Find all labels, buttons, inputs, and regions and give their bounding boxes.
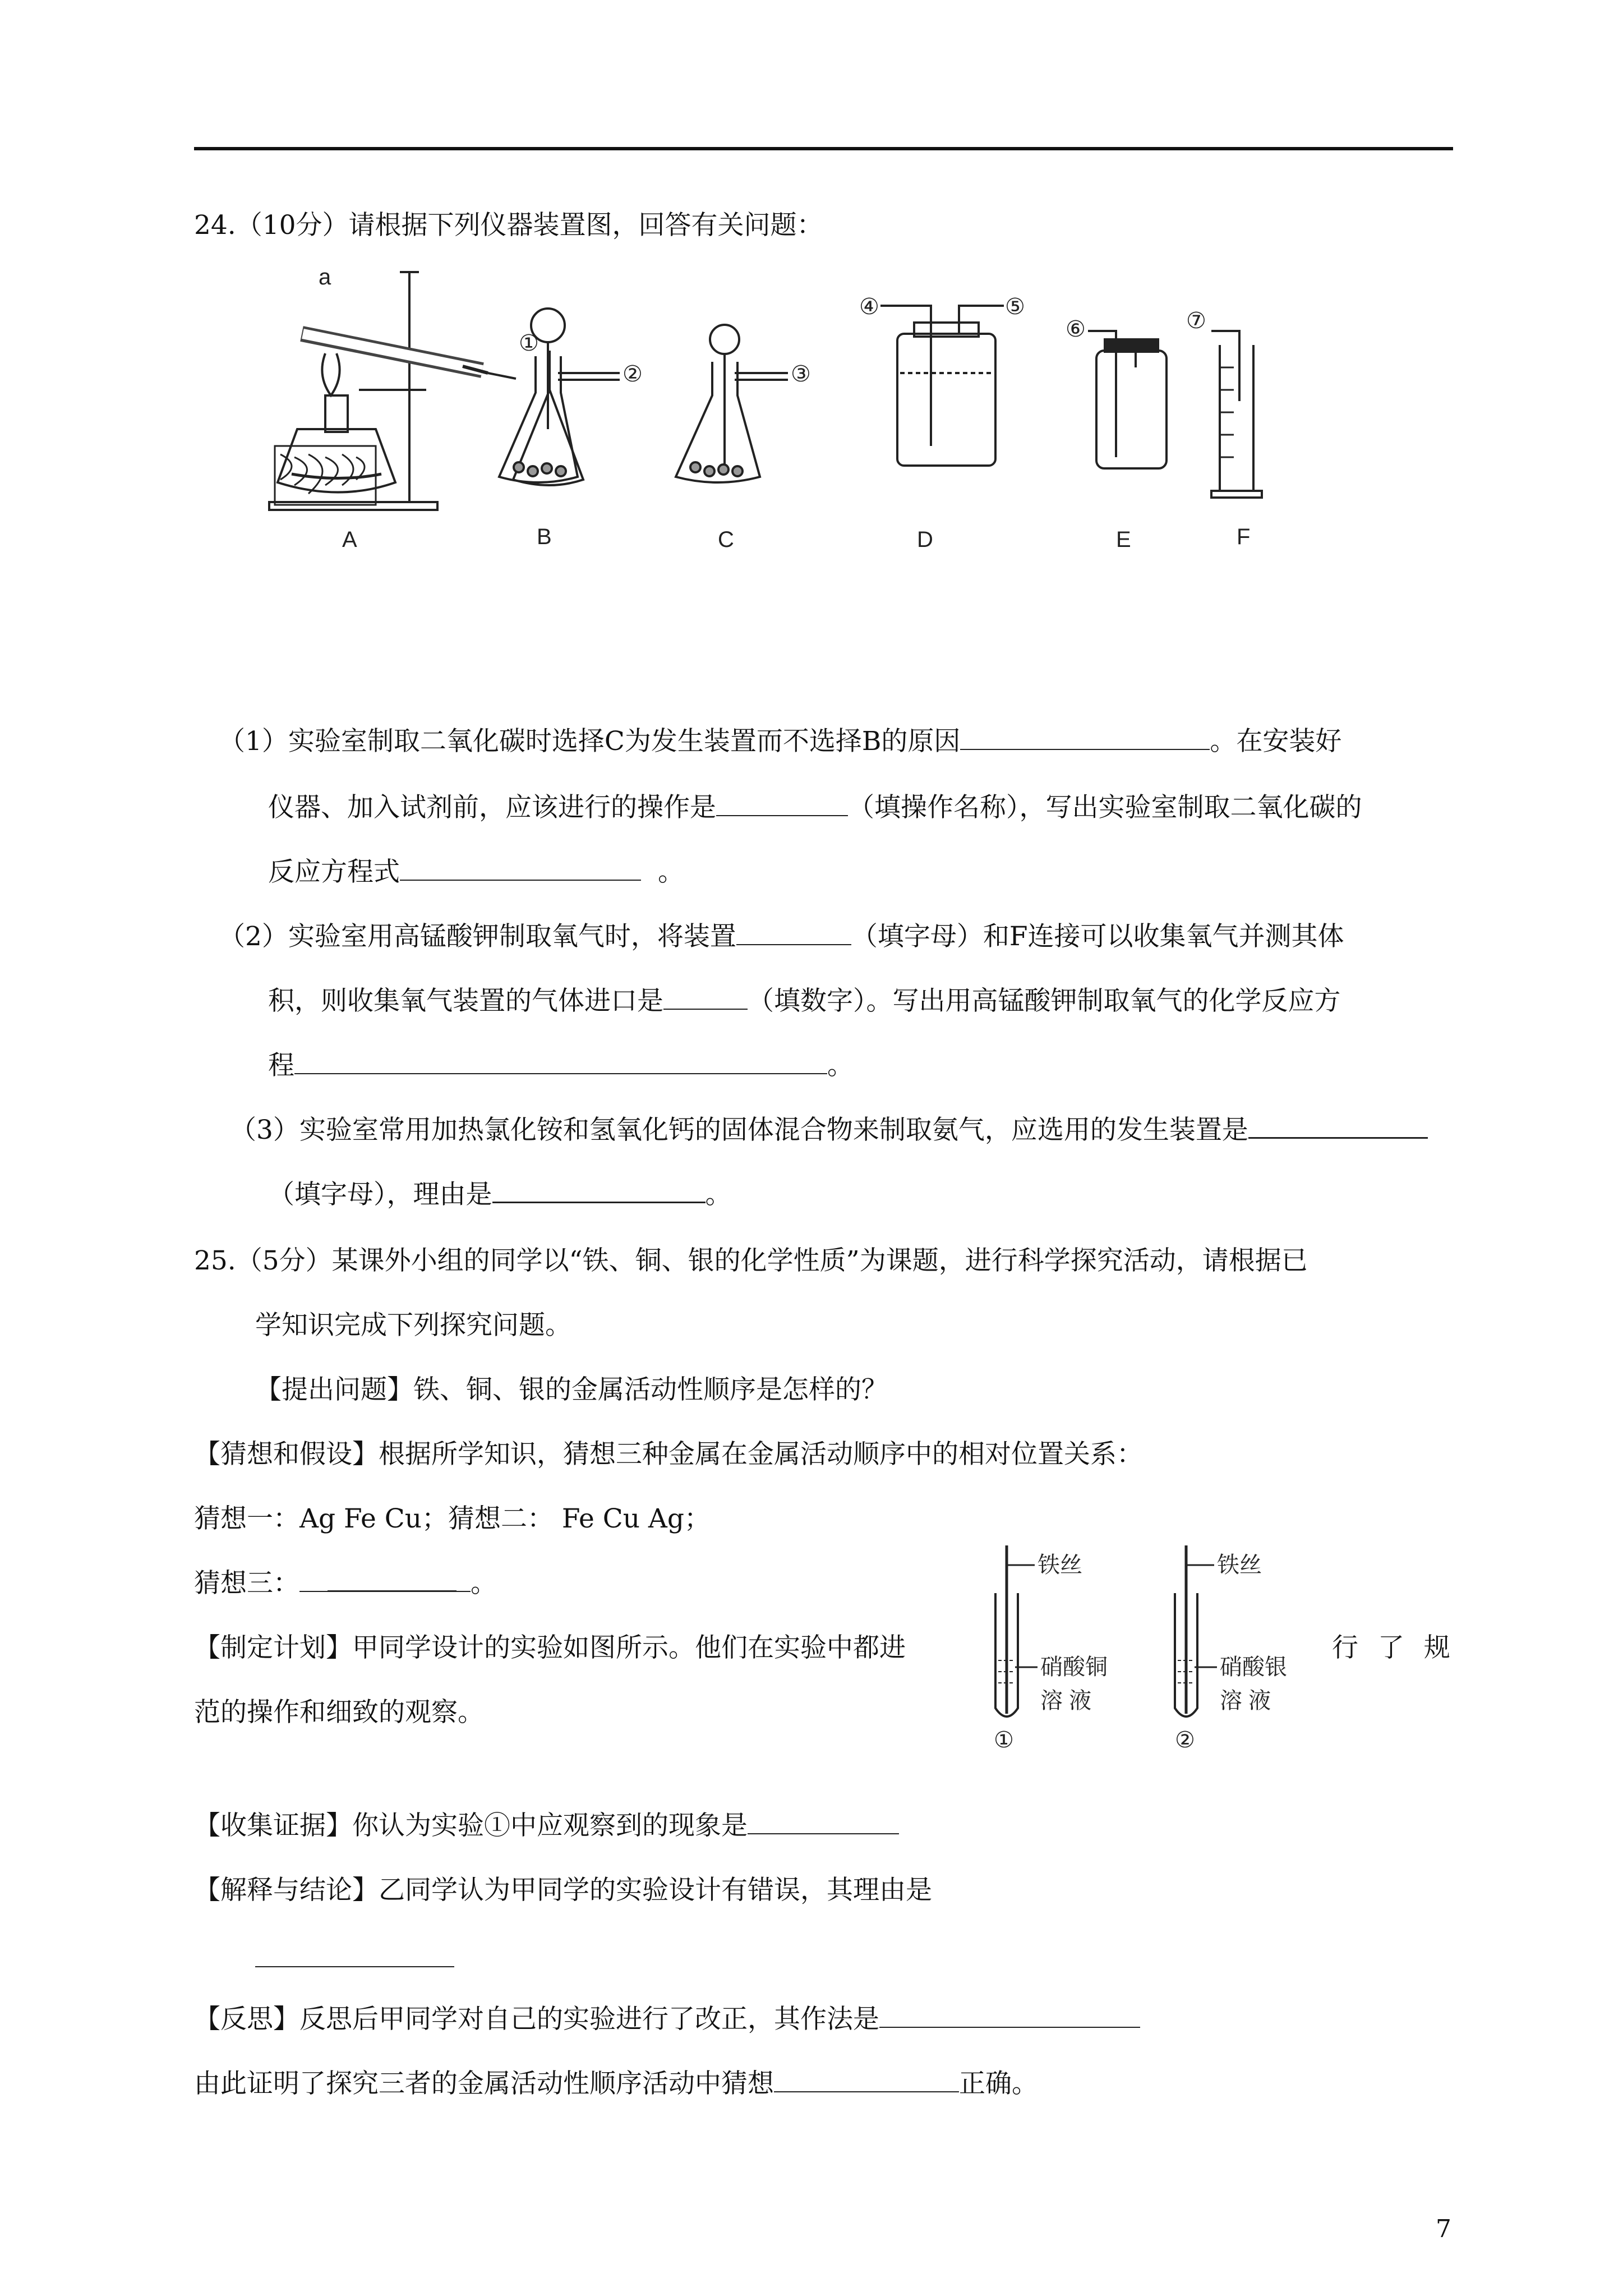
q25-line2: 学知识完成下列探究问题。 xyxy=(255,1310,571,1341)
q24-p2-line3: 程 。 xyxy=(268,1050,854,1081)
q24-p3-line1: （3）实验室常用加热氯化铵和氢氧化钙的固体混合物来制取氨气，应选用的发生装置是 xyxy=(230,1114,1428,1147)
mark-3: ③ xyxy=(791,362,811,386)
mark-5: ⑤ xyxy=(1005,295,1025,319)
q25-guess3: 猜想三： 。 xyxy=(194,1568,497,1599)
q25-conclude: 由此证明了探究三者的金属活动性顺序活动中猜想 正确。 xyxy=(194,2068,1038,2099)
solution-label-2: 硝酸银 xyxy=(1220,1655,1287,1680)
q25-plan-b: 行 了 规 xyxy=(1332,1632,1450,1663)
tube-number-1: ① xyxy=(994,1728,1014,1752)
page-number: 7 xyxy=(1436,2215,1451,2243)
solution-suffix-2: 溶 液 xyxy=(1220,1688,1271,1713)
stand-base xyxy=(269,502,437,510)
q25-plan-a: 【制定计划】甲同学设计的实验如图所示。他们在实验中都进 xyxy=(194,1632,906,1663)
q24-p1-line1: （1）实验室制取二氧化碳时选择C为发生装置而不选择B的原因 。在安装好 xyxy=(219,726,1342,757)
mark-2: ② xyxy=(623,362,643,386)
q25-explain: 【解释与结论】乙同学认为甲同学的实验设计有错误，其理由是 xyxy=(194,1875,932,1906)
q25-plan-c: 范的操作和细致的观察。 xyxy=(194,1697,484,1728)
q24-p1-line2: 仪器、加入试剂前，应该进行的操作是 （填操作名称），写出实验室制取二氧化碳的 xyxy=(268,792,1362,823)
label-F: F xyxy=(1237,524,1251,549)
q25-guess12: 猜想一：Ag Fe Cu；猜想二： Fe Cu Ag； xyxy=(194,1503,711,1534)
mark-7: ⑦ xyxy=(1186,309,1206,333)
q24-p2-line1: （2）实验室用高锰酸钾制取氧气时，将装置 （填字母）和F连接可以收集氧气并测其体 xyxy=(219,921,1344,952)
q24-title: 24.（10分）请根据下列仪器装置图，回答有关问题： xyxy=(194,210,823,241)
q25-reflect: 【反思】反思后甲同学对自己的实验进行了改正，其作法是 xyxy=(194,2003,1140,2036)
label-D: D xyxy=(917,527,933,552)
label-a: a xyxy=(319,265,331,289)
mark-6: ⑥ xyxy=(1066,317,1086,342)
q24-p1-line3: 反应方程式 。 xyxy=(268,857,684,887)
mark-1: ① xyxy=(519,331,539,356)
wire-label-1: 铁丝 xyxy=(1038,1553,1082,1577)
q25-explain-blank xyxy=(255,1966,454,1967)
q25-guess-intro: 【猜想和假设】根据所学知识，猜想三种金属在金属活动顺序中的相对位置关系： xyxy=(194,1439,1143,1470)
wire-label-2: 铁丝 xyxy=(1217,1553,1262,1577)
solution-label-1: 硝酸铜 xyxy=(1040,1655,1108,1680)
mark-4: ④ xyxy=(859,295,879,319)
label-A: A xyxy=(342,527,357,552)
label-E: E xyxy=(1116,527,1131,552)
apparatus-figure xyxy=(264,261,1352,561)
solution-suffix-1: 溶 液 xyxy=(1040,1688,1092,1713)
q25-ask: 【提出问题】铁、铜、银的金属活动性顺序是怎样的？ xyxy=(255,1374,888,1405)
label-B: B xyxy=(537,524,552,549)
q24-p3-line2: （填字母），理由是 。 xyxy=(268,1179,732,1210)
label-C: C xyxy=(718,527,734,552)
q25-evidence: 【收集证据】你认为实验①中应观察到的现象是 xyxy=(194,1809,899,1843)
q24-p2-line2: 积，则收集氧气装置的气体进口是 （填数字）。写出用高锰酸钾制取氧气的化学反应方 xyxy=(268,986,1341,1016)
header-rule xyxy=(194,147,1453,150)
tube-number-2: ② xyxy=(1175,1728,1195,1752)
test-tube-figure xyxy=(981,1537,1329,1761)
q25-line1: 25.（5分）某课外小组的同学以“铁、铜、银的化学性质”为课题，进行科学探究活动，请根据已 xyxy=(194,1245,1308,1276)
